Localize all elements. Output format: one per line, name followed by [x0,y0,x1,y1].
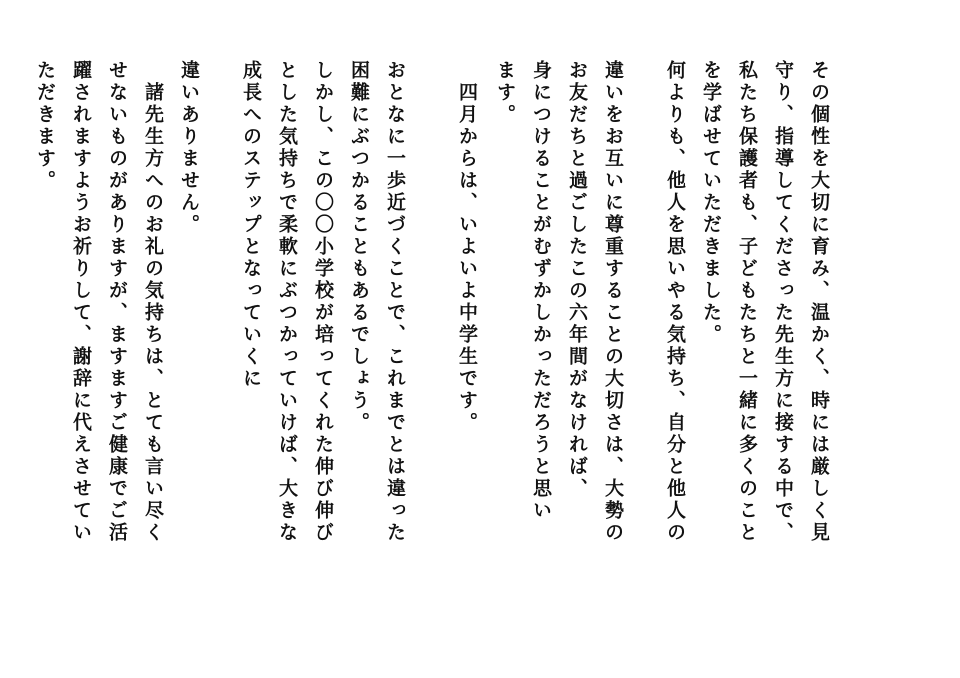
text-line: 違いありません。 [178,60,200,236]
text-line: 身につけることがむずかしかっただろうと思い [530,60,552,522]
text-line: 四月からは、いよいよ中学生です。 [456,60,478,434]
text-line: 私たち保護者も、子どもたちと一緒に多くのこと [736,60,758,544]
text-line: ただきます。 [34,60,56,192]
text-line: しかし、この〇〇小学校が培ってくれた伸び伸び [312,60,334,544]
text-line: 困難にぶつかることもあるでしょう。 [348,60,370,434]
text-line: せないものがありますが、ますますご健康でご活 [106,60,128,544]
text-line: 成長へのステップとなっていくに [240,60,262,390]
text-line: 躍されますようお祈りして、謝辞に代えさせてい [70,60,92,544]
text-line: その個性を大切に育み、温かく、時には厳しく見 [808,60,830,544]
text-line: 何よりも、他人を思いやる気持ち、自分と他人の [664,60,686,544]
text-line: 諸先生方へのお礼の気持ちは、とても言い尽く [142,60,164,544]
text-line: ます。 [494,60,516,126]
text-line: 違いをお互いに尊重することの大切さは、大勢の [602,60,624,544]
text-line: お友だちと過ごしたこの六年間がなければ、 [566,60,588,500]
text-line: を学ばせていただきました。 [700,60,722,346]
text-line: おとなに一歩近づくことで、これまでとは違った [384,60,406,544]
text-line: とした気持ちで柔軟にぶつかっていけば、大きな [276,60,298,544]
text-line: 守り、指導してくださった先生方に接する中で、 [772,60,794,544]
